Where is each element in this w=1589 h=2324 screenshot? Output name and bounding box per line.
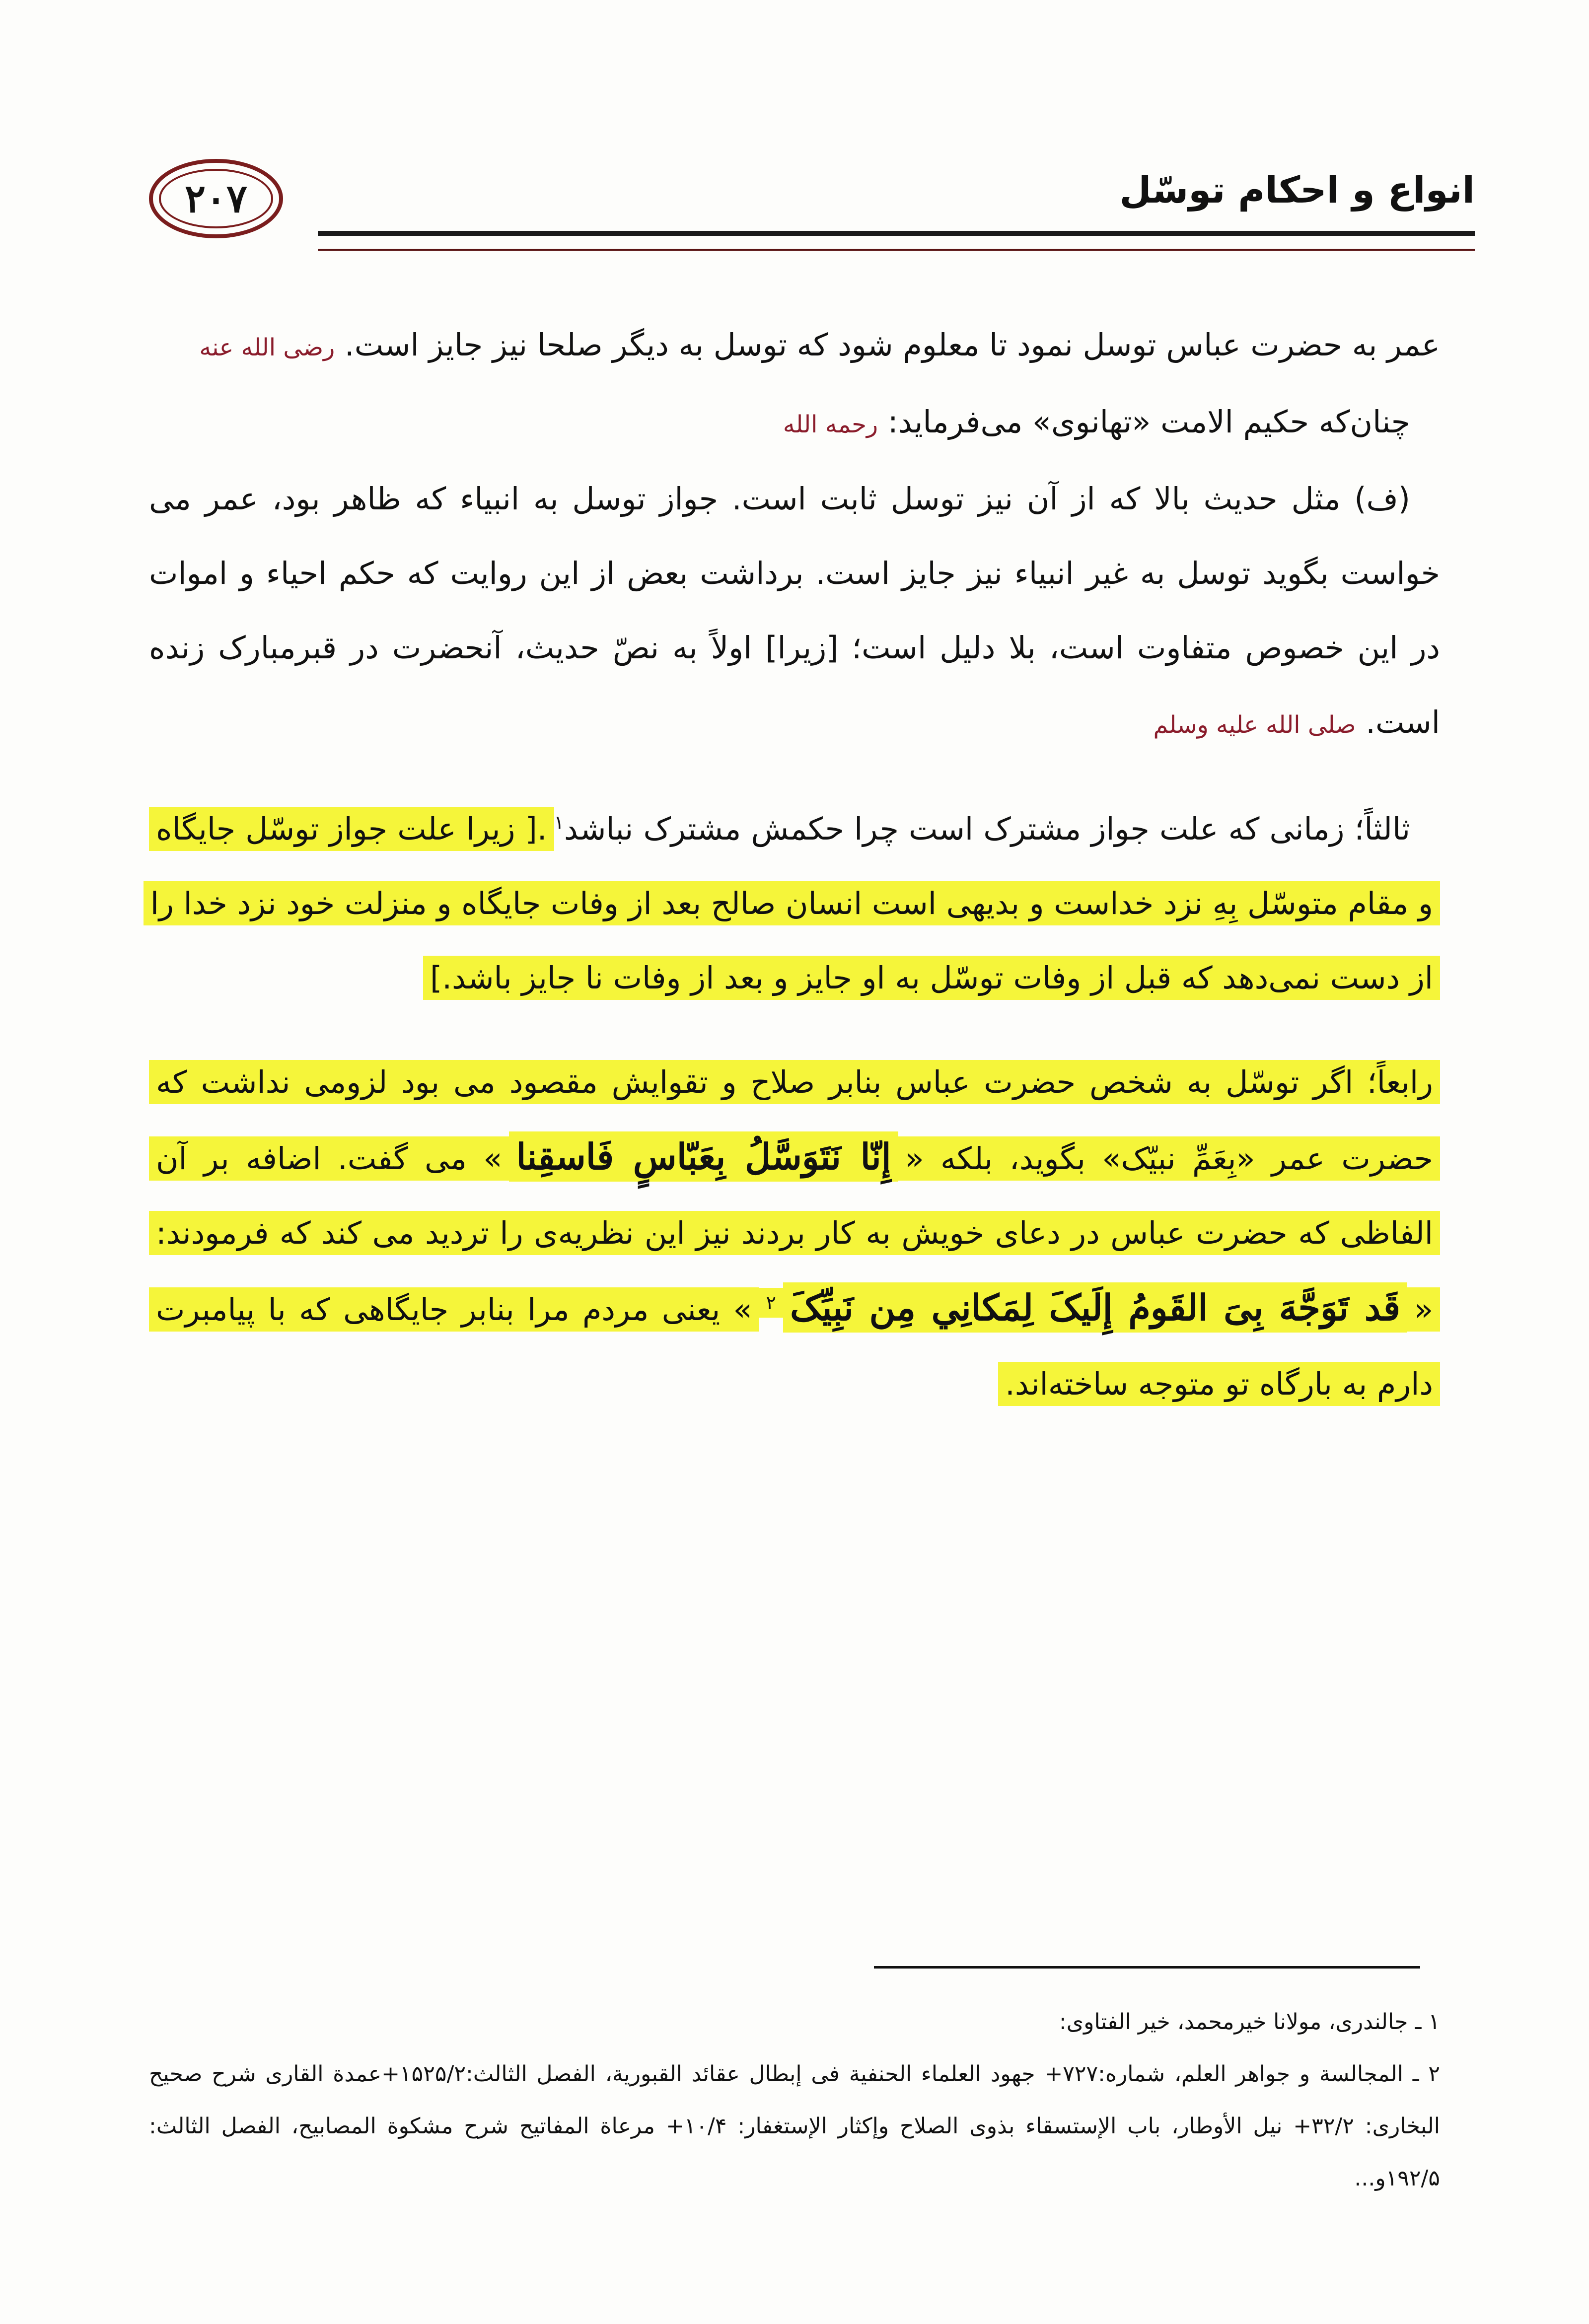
footnote-2: ۲ ـ المجالسة و جواهر العلم، شماره:۷۲۷+ جهود العلماء الحنفیة فی إبطال عقائد القبوریة، الفصل الثالث:۱۵۲۵/۲+عمدة القاری شرح صحیح البخاری: ۳۲/۲+ نیل الأوطار، باب الإستسقاء بذوی الصلاح وإکثار الإستغفار: ۱۰/۴+ مرعاة المفاتیح شرح مشکوة المصابیح، الفصل الثالث: ۱۹۲/۵و... bbox=[149, 2061, 1441, 2191]
paragraph-3 bbox=[149, 462, 1440, 762]
paragraph-3-text: (ف) مثل حدیث بالا که از آن نیز توسل ثابت است. جواز توسل به انبیاء که ظاهر بود، عمر می خواست بگوید توسل به غیر انبیاء نیز جایز است. برداشت بعض از این روایت که حکم احیاء و اموات در این خصوص متفاوت است، بلا دلیل است؛ [زیرا] اولاً به نصّ حدیث، آنحضرت در قبرمبارک زنده است. bbox=[149, 481, 1440, 740]
highlighted-passage-2b: » می گفت. اضافه بر آن الفاظی که حضرت عباس در دعای خویش به کار بردند نیز این نظریه‌ی را تردید می کند که فرمودند: « bbox=[149, 1136, 1440, 1332]
footnote-divider bbox=[874, 1966, 1420, 1969]
paragraph-1-text: عمر به حضرت عباس توسل نمود تا معلوم شود که توسل به دیگر صلحا نیز جایز است. bbox=[345, 327, 1440, 363]
paragraph-5 bbox=[149, 1045, 1440, 1421]
arabic-quote-1: إِنّا نَتَوَسَّلُ بِعَبّاسٍ فَاسقِنا bbox=[509, 1131, 898, 1182]
page-header bbox=[149, 149, 1475, 278]
footnote-ref-1[interactable]: ۱ bbox=[554, 811, 564, 834]
honorific-ra-icon: رضی الله عنه bbox=[199, 334, 335, 361]
highlighted-passage-1: .[ زیرا علت جواز توسّل جایگاه و مقام متوسّل بِهِ نزد خداست و بدیهی است انسان صالح بعد از وفات جایگاه و منزلت خود نزد خدا را از دست نمی‌دهد که قبل از وفات توسّل به او جایز و بعد از وفات نا جایز باشد.] bbox=[144, 807, 1440, 1000]
honorific-saw-icon: صلی الله علیه وسلم bbox=[1153, 711, 1356, 739]
paragraph-2-text: چنان‌که حکیم الامت «تهانوی» می‌فرماید: bbox=[887, 404, 1410, 440]
paragraph-4-lead: ثالثاً؛ زمانی که علت جواز مشترک است چرا حکمش مشترک نباشد bbox=[564, 811, 1410, 847]
arabic-quote-2: قَد تَوَجَّهَ بِیَ القَومُ إِلَیکَ لِمَکانِي مِن نَبِیِّکَ bbox=[783, 1282, 1407, 1333]
highlighted-passage-2a: رابعاً؛ اگر توسّل به شخص حضرت عباس بنابر صلاح و تقوایش مقصود می بود لزومی نداشت که حضرت عمر «بِعَمِّ نبیّک» بگوید، بلکه « bbox=[149, 1060, 1440, 1181]
page-number-badge bbox=[149, 159, 283, 238]
honorific-rah-icon: رحمه الله bbox=[783, 411, 878, 438]
footnotes bbox=[149, 1996, 1440, 2204]
chapter-title: انواع و احکام توسّل bbox=[1119, 169, 1475, 211]
highlighted-passage-2c: » یعنی مردم مرا بنابر جایگاهی که با پیامبرت دارم به بارگاه تو متوجه ساخته‌اند. bbox=[149, 1287, 1440, 1406]
paragraph-1 bbox=[149, 308, 1440, 385]
footnote-ref-2[interactable]: ۲ bbox=[759, 1288, 783, 1318]
header-rule bbox=[318, 231, 1475, 251]
paragraph-4 bbox=[149, 792, 1440, 1015]
paragraph-2 bbox=[149, 385, 1440, 462]
main-text bbox=[149, 308, 1440, 1421]
page-number: ۲۰۷ bbox=[185, 176, 247, 221]
footnote-1: ۱ ـ جالندری، مولانا خیرمحمد، خیر الفتاوی: bbox=[1059, 2009, 1440, 2035]
